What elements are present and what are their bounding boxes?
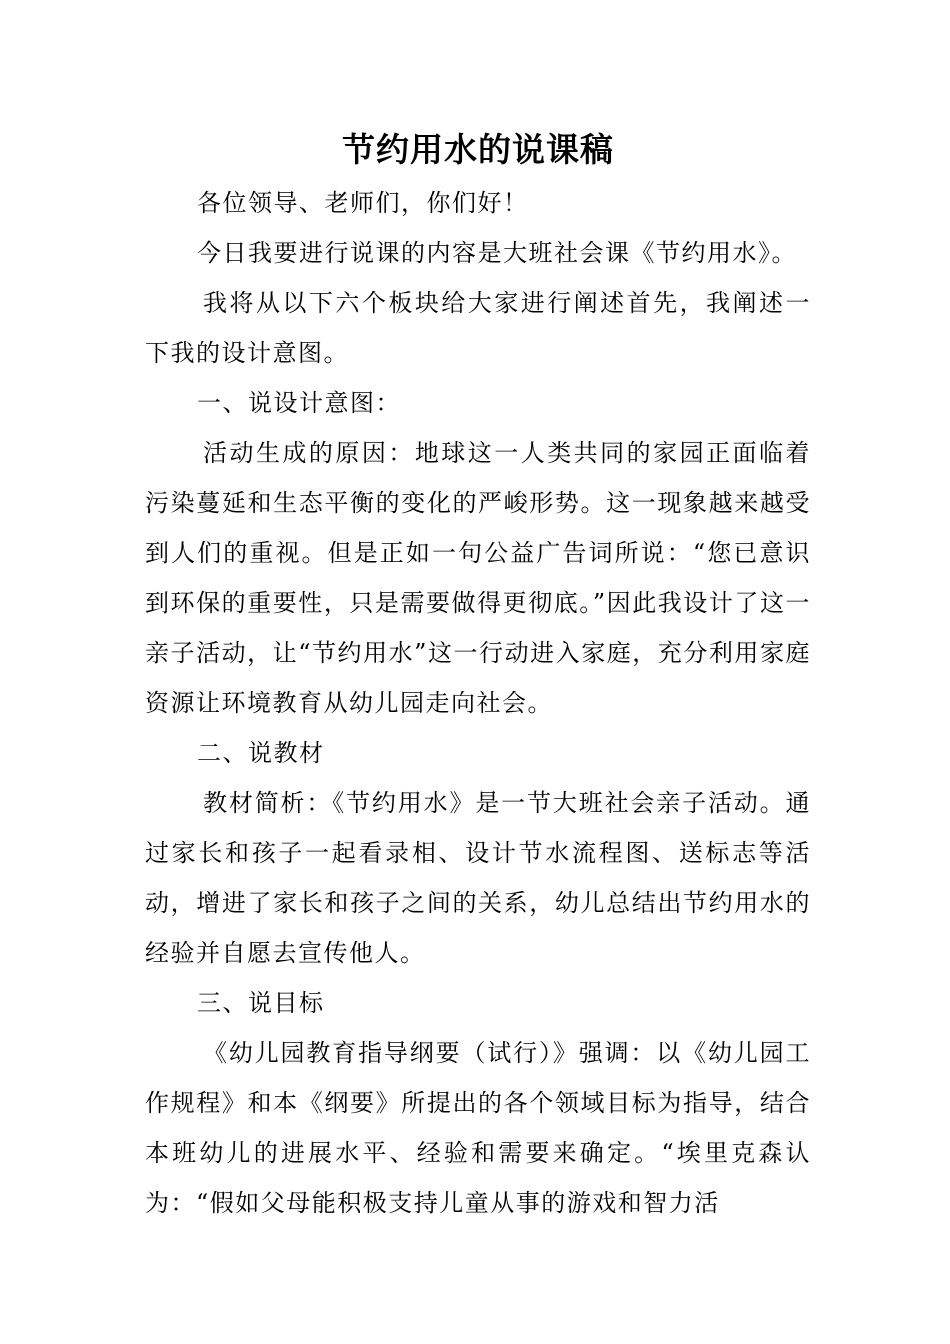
design-intent-paragraph: 活动生成的原因：地球这一人类共同的家园正面临着污染蔓延和生态平衡的变化的严峻形势。这一现象越来越受到人们的重视。但是正如一句公益广告词所说：“您已意识到环保的重要性，只是需要做得更彻底。”因此我设计了这一亲子活动，让“节约用水”这一行动进入家庭，充分利用家庭资源让环境教育从幼儿园走向社会。: [145, 439, 811, 717]
intro-paragraph: 今日我要进行说课的内容是大班社会课《节约用水》。: [197, 239, 797, 267]
document-page: [145, 128, 811, 1228]
section-heading-materials: 二、说教材: [197, 739, 325, 767]
section-heading-design-intent: 一、说设计意图：: [197, 389, 401, 417]
outline-paragraph: 我将从以下六个板块给大家进行阐述首先，我阐述一下我的设计意图。: [145, 289, 811, 367]
greeting-paragraph: 各位领导、老师们，你们好！: [197, 189, 529, 217]
section-heading-goals: 三、说目标: [197, 989, 325, 1017]
goals-paragraph: 《幼儿园教育指导纲要（试行）》强调：以《幼儿园工作规程》和本《纲要》所提出的各个领域目标为指导，结合本班幼儿的进展水平、经验和需要来确定。“埃里克森认为：“假如父母能积极支持儿童从事的游戏和智力活: [145, 1039, 811, 1217]
document-title: 节约用水的说课稿: [342, 130, 614, 169]
materials-paragraph: 教材简析：《节约用水》是一节大班社会亲子活动。通过家长和孩子一起看录相、设计节水流程图、送标志等活动，增进了家长和孩子之间的关系，幼儿总结出节约用水的经验并自愿去宣传他人。: [145, 789, 811, 967]
